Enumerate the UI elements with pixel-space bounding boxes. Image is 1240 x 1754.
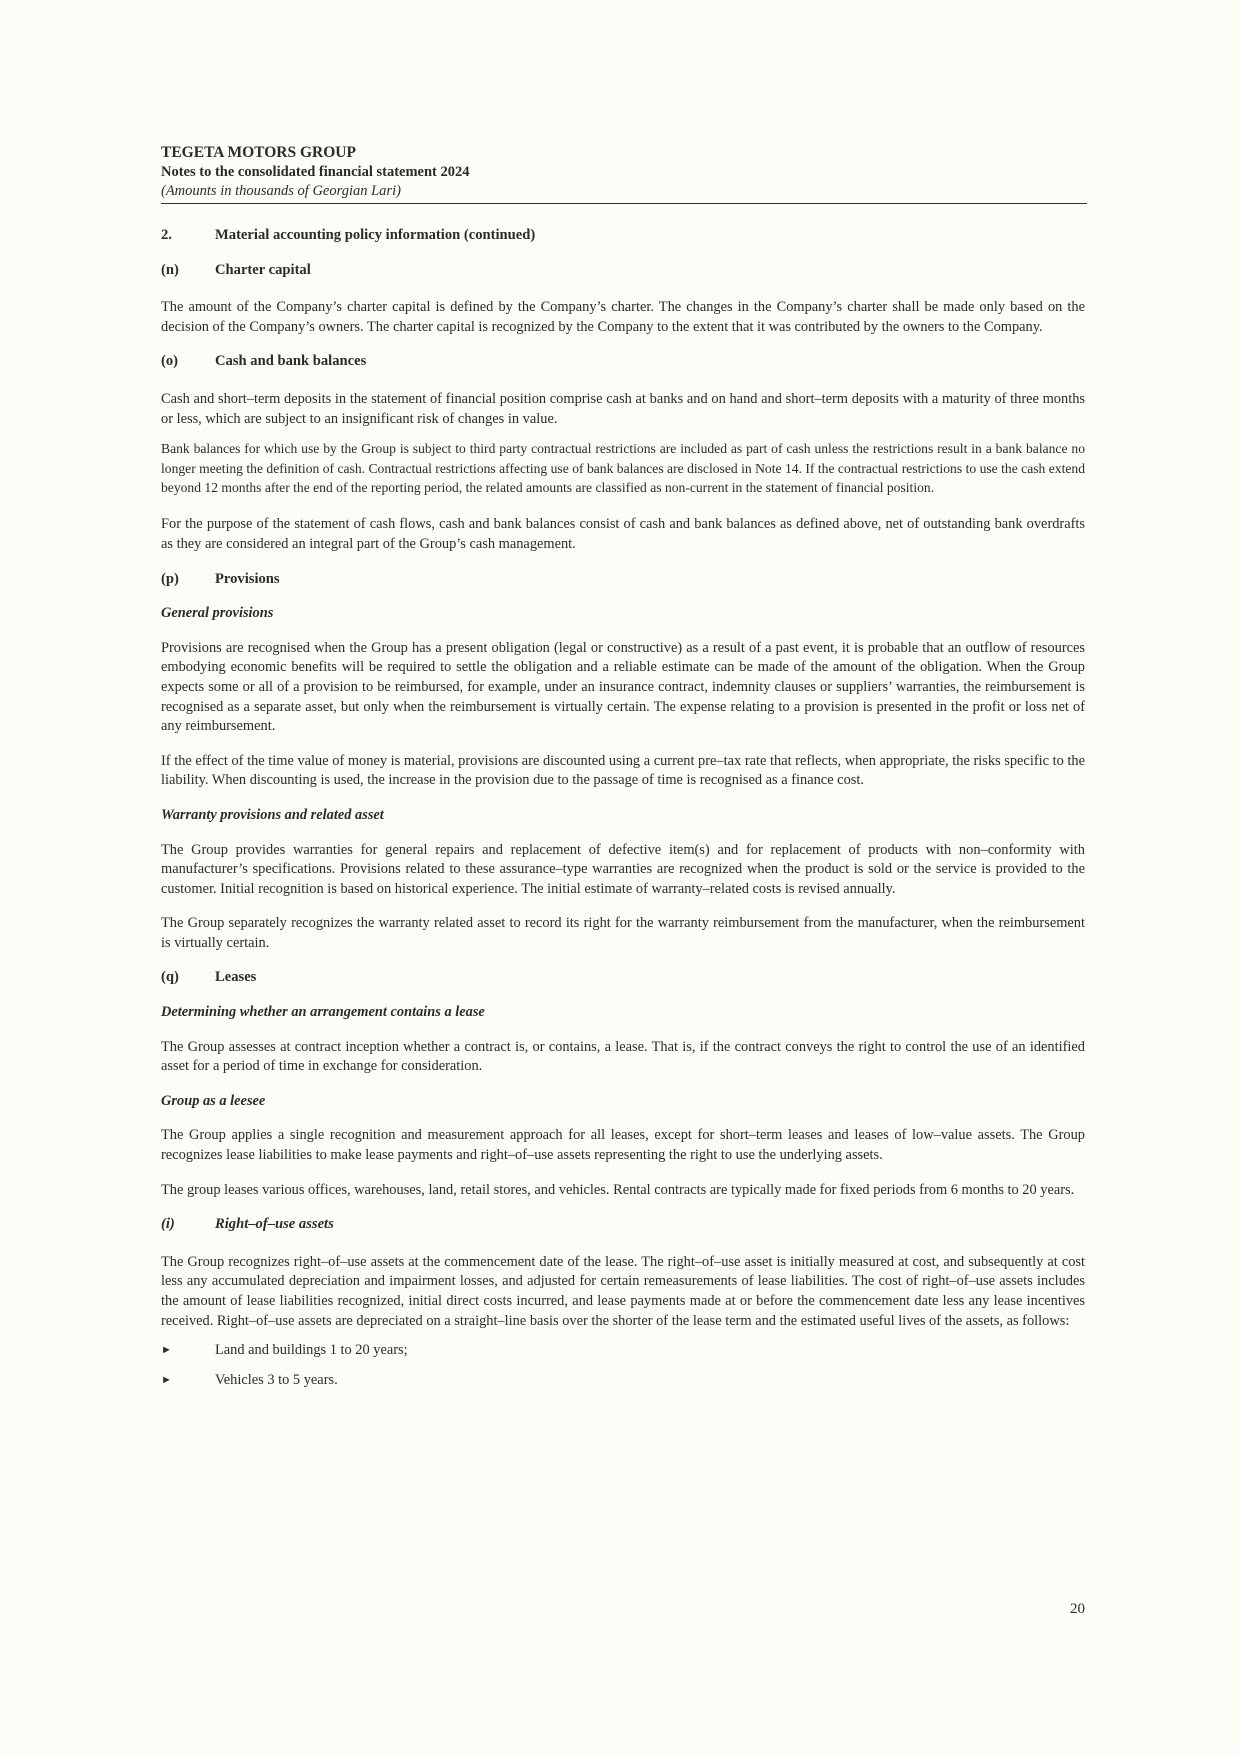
paragraph: Cash and short–term deposits in the statement of financial position comprise cash at banks and on hand and short–term deposits with a maturity of three months or less, which are subject to an insignificant risk of changes in value. (161, 390, 1085, 427)
paragraph: For the purpose of the statement of cash flows, cash and bank balances consist of cash and bank balances as defined above, net of outstanding bank overdrafts as they are considered an integral part of the Group’s cash management. (161, 516, 1085, 552)
bullet-arrow-icon: ► (161, 1373, 172, 1386)
notes-body (161, 226, 1085, 1390)
section-number: 2. (161, 227, 172, 243)
page-header (161, 143, 1087, 204)
paragraph: The Group applies a single recognition and measurement approach for all leases, except for short–term leases and leases of low–value assets. The Group recognizes lease liabilities to make lease payments and right–of–use assets representing the right to use the underlying assets. (161, 1127, 1085, 1164)
notes-title: Notes to the consolidated financial statement 2024 (161, 164, 470, 180)
subsection-title: Leases (215, 969, 257, 986)
subsection-number: (o) (161, 353, 179, 370)
bullet-arrow-icon: ► (161, 1344, 172, 1357)
subsection-title: Provisions (215, 570, 280, 587)
subsection-number: (n) (161, 261, 179, 278)
paragraph: Provisions are recognised when the Group has a present obligation (legal or constructive) as a result of a past event, it is probable that an outflow of resources embodying economic benefits will be required to settle the obligation and a reliable estimate can be made of the amount of the obligation. When the Group expects some or all of a provision to be reimbursed, for example, under an insurance contract, indemnity clauses or suppliers’ warranties, the reimbursement is recognised as a separate asset, but only when the reimbursement is virtually certain. The expense relating to a provision is presented in the profit or loss net of any reimbursement. (161, 639, 1085, 735)
subsection-heading-q (161, 968, 1085, 988)
paragraph: The Group separately recognizes the warranty related asset to record its right for the warranty reimbursement from the manufacturer, when the reimbursement is virtually certain. (161, 915, 1085, 951)
list-item-text: Land and buildings 1 to 20 years; (215, 1342, 408, 1359)
section-title: Material accounting policy information (continued) (215, 227, 536, 243)
paragraph: The group leases various offices, warehouses, land, retail stores, and vehicles. Rental contracts are typically made for fixed periods from 6 months to 20 years. (161, 1181, 1075, 1198)
sub-subsection-heading (161, 1215, 1085, 1235)
paragraph: If the effect of the time value of money is material, provisions are discounted using a current pre–tax rate that reflects, when appropriate, the risks specific to the liability. When discounting is used, the increase in the provision due to the passage of time is recognised as a finance cost. (161, 752, 1085, 789)
subheading: Group as a leesee (161, 1092, 266, 1109)
subheading: Determining whether an arrangement contains a lease (161, 1004, 485, 1021)
paragraph: The Group provides warranties for general repairs and replacement of defective item(s) and for replacement of products with non–conformity with manufacturer’s specifications. Provisions related to these assurance–type warranties are recognized when the product is sold or the service is provided to the customer. Initial recognition is based on historical experience. The initial estimate of warranty–related costs is revised annually. (161, 841, 1085, 897)
subsection-title: Cash and bank balances (215, 353, 367, 370)
sub-subsection-title: Right–of–use assets (215, 1216, 334, 1233)
subheading: General provisions (161, 605, 274, 622)
list-item (161, 1341, 1085, 1361)
list-item (161, 1371, 1085, 1391)
amounts-note: (Amounts in thousands of Georgian Lari) (161, 183, 401, 199)
subsection-heading-n (161, 261, 1085, 281)
page-number: 20 (1070, 1601, 1085, 1617)
subheading: Warranty provisions and related asset (161, 806, 384, 823)
subsection-number: (p) (161, 570, 179, 587)
sub-subsection-number: (i) (161, 1216, 175, 1233)
company-name: TEGETA MOTORS GROUP (161, 144, 356, 161)
list-item-text: Vehicles 3 to 5 years. (215, 1371, 338, 1388)
paragraph: The Group assesses at contract inception whether a contract is, or contains, a lease. That is, if the contract conveys the right to control the use of an identified asset for a period of time in exchange for consideration. (161, 1038, 1085, 1075)
paragraph: The amount of the Company’s charter capital is defined by the Company’s charter. The changes in the Company’s charter shall be made only based on the decision of the Company’s owners. The charter capital is recognized by the Company to the extent that it was contributed by the owners to the Company. (161, 299, 1085, 335)
subsection-heading-o (161, 352, 1085, 372)
section-heading (161, 226, 1085, 246)
subsection-number: (q) (161, 969, 179, 986)
subsection-title: Charter capital (215, 261, 311, 278)
subsection-heading-p (161, 570, 1085, 590)
paragraph: The Group recognizes right–of–use assets at the commencement date of the lease. The right–of–use asset is initially measured at cost, and subsequently at cost less any accumulated depreciation and impairment losses, and adjusted for certain remeasurements of lease liabilities. The cost of right–of–use assets includes the amount of lease liabilities recognized, initial direct costs incurred, and lease payments made at or before the commencement date less any lease incentives received. Right–of–use assets are depreciated on a straight–line basis over the shorter of the lease term and the estimated useful lives of the assets, as follows: (161, 1253, 1085, 1329)
paragraph: Bank balances for which use by the Group is subject to third party contractual restrictions are included as part of cash unless the restrictions result in a bank balance no longer meeting the definition of cash. Contractual restrictions affecting use of bank balances are disclosed in Note 14. If the contractual restrictions to use the cash extend beyond 12 months after the end of the reporting period, the related amounts are classified as non-current in the statement of financial position. (161, 441, 1085, 495)
